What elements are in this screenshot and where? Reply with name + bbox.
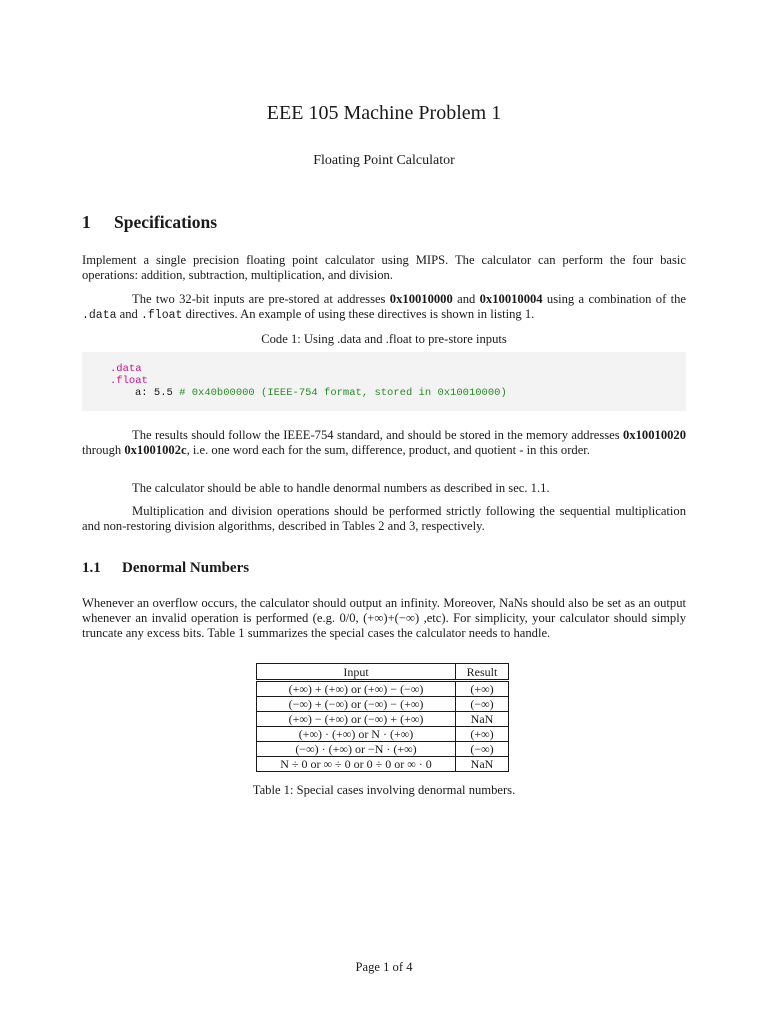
inline-code-data: .data <box>82 309 117 322</box>
table-cell-result: NaN <box>456 757 509 772</box>
paragraph-inputs <box>82 292 686 323</box>
code-label: a: 5.5 <box>135 387 180 399</box>
code-comment: # 0x40b00000 (IEEE-754 format, stored in 0x10010000) <box>179 387 507 399</box>
address-input-1: 0x10010000 <box>389 292 453 306</box>
section-title: Specifications <box>114 212 218 232</box>
page-number: Page 1 of 4 <box>355 960 413 974</box>
code-line-float: .float <box>110 375 148 387</box>
table-cell-result: NaN <box>456 712 509 727</box>
table-cell-input: (+∞) − (+∞) or (−∞) + (+∞) <box>257 712 456 727</box>
text-run: , i.e. one word each for the sum, difference, product, and quotient - in this order. <box>186 443 590 457</box>
text-run: The results should follow the IEEE-754 standard, and should be stored in the memory addresses <box>132 428 624 442</box>
table-header-input: Input <box>257 664 456 681</box>
table-cell-result: (−∞) <box>456 697 509 712</box>
document-subtitle: Floating Point Calculator <box>313 153 455 168</box>
table-cell-input: (−∞) + (−∞) or (−∞) − (+∞) <box>257 697 456 712</box>
table-row <box>257 681 509 697</box>
text-run: directives. An example of using these directives is shown in listing 1. <box>182 307 535 321</box>
text-run: and <box>452 292 480 306</box>
table-row <box>257 742 509 757</box>
text-run: and <box>116 307 141 321</box>
paragraph-denormal-ref: The calculator should be able to handle denormal numbers as described in sec. 1.1. <box>132 481 550 495</box>
table-row <box>257 697 509 712</box>
listing-caption: Code 1: Using .data and .float to pre-store inputs <box>261 332 507 346</box>
address-input-2: 0x10010004 <box>479 292 543 306</box>
code-line-data: .data <box>110 363 142 375</box>
code-listing <box>82 352 686 411</box>
table-header-row <box>257 664 509 681</box>
table-cell-input: (+∞) · (+∞) or N · (+∞) <box>257 727 456 742</box>
section-heading-specifications <box>82 212 217 233</box>
table-cell-input: N ÷ 0 or ∞ ÷ 0 or 0 ÷ 0 or ∞ · 0 <box>257 757 456 772</box>
document-title: EEE 105 Machine Problem 1 <box>266 102 502 124</box>
paragraph-results <box>82 428 686 458</box>
table-header-result: Result <box>456 664 509 681</box>
table-caption: Table 1: Special cases involving denormal numbers. <box>252 783 516 797</box>
text-run: using a combination of the <box>542 292 686 306</box>
table-row <box>257 712 509 727</box>
table-row <box>257 757 509 772</box>
subsection-number: 1.1 <box>82 560 101 576</box>
address-output-start: 0x10010020 <box>623 428 686 442</box>
special-cases-table <box>256 663 509 772</box>
subsection-title: Denormal Numbers <box>122 560 250 576</box>
table-cell-result: (+∞) <box>456 681 509 697</box>
subsection-heading-denormal <box>82 560 249 577</box>
code-line-assignment <box>135 387 507 399</box>
address-output-end: 0x1001002c <box>124 443 187 457</box>
text-run: through <box>82 443 125 457</box>
inline-code-float: .float <box>141 309 183 322</box>
text-run: The two 32-bit inputs are pre-stored at addresses <box>132 292 390 306</box>
paragraph-algorithms: Multiplication and division operations should be performed strictly following the sequential multiplication and non-restoring division algorithms, described in Tables 2 and 3, respectively. <box>82 504 686 533</box>
paragraph-intro: Implement a single precision floating point calculator using MIPS. The calculator can perform the four basic operations: addition, subtraction, multiplication, and division. <box>82 253 686 282</box>
table-cell-result: (+∞) <box>456 727 509 742</box>
section-number: 1 <box>82 212 91 232</box>
paragraph-overflow: Whenever an overflow occurs, the calculator should output an infinity. Moreover, NaNs should also be set as an output whenever an invalid operation is performed (e.g. 0/0, (+∞)+(−∞) ,etc). For simplicity, your calculator should simply truncate any excess bits. Table 1 summarizes the special cases the calculator needs to handle. <box>82 596 686 640</box>
table-cell-input: (+∞) + (+∞) or (+∞) − (−∞) <box>257 681 456 697</box>
table-cell-result: (−∞) <box>456 742 509 757</box>
table-row <box>257 727 509 742</box>
table-cell-input: (−∞) · (+∞) or −N · (+∞) <box>257 742 456 757</box>
